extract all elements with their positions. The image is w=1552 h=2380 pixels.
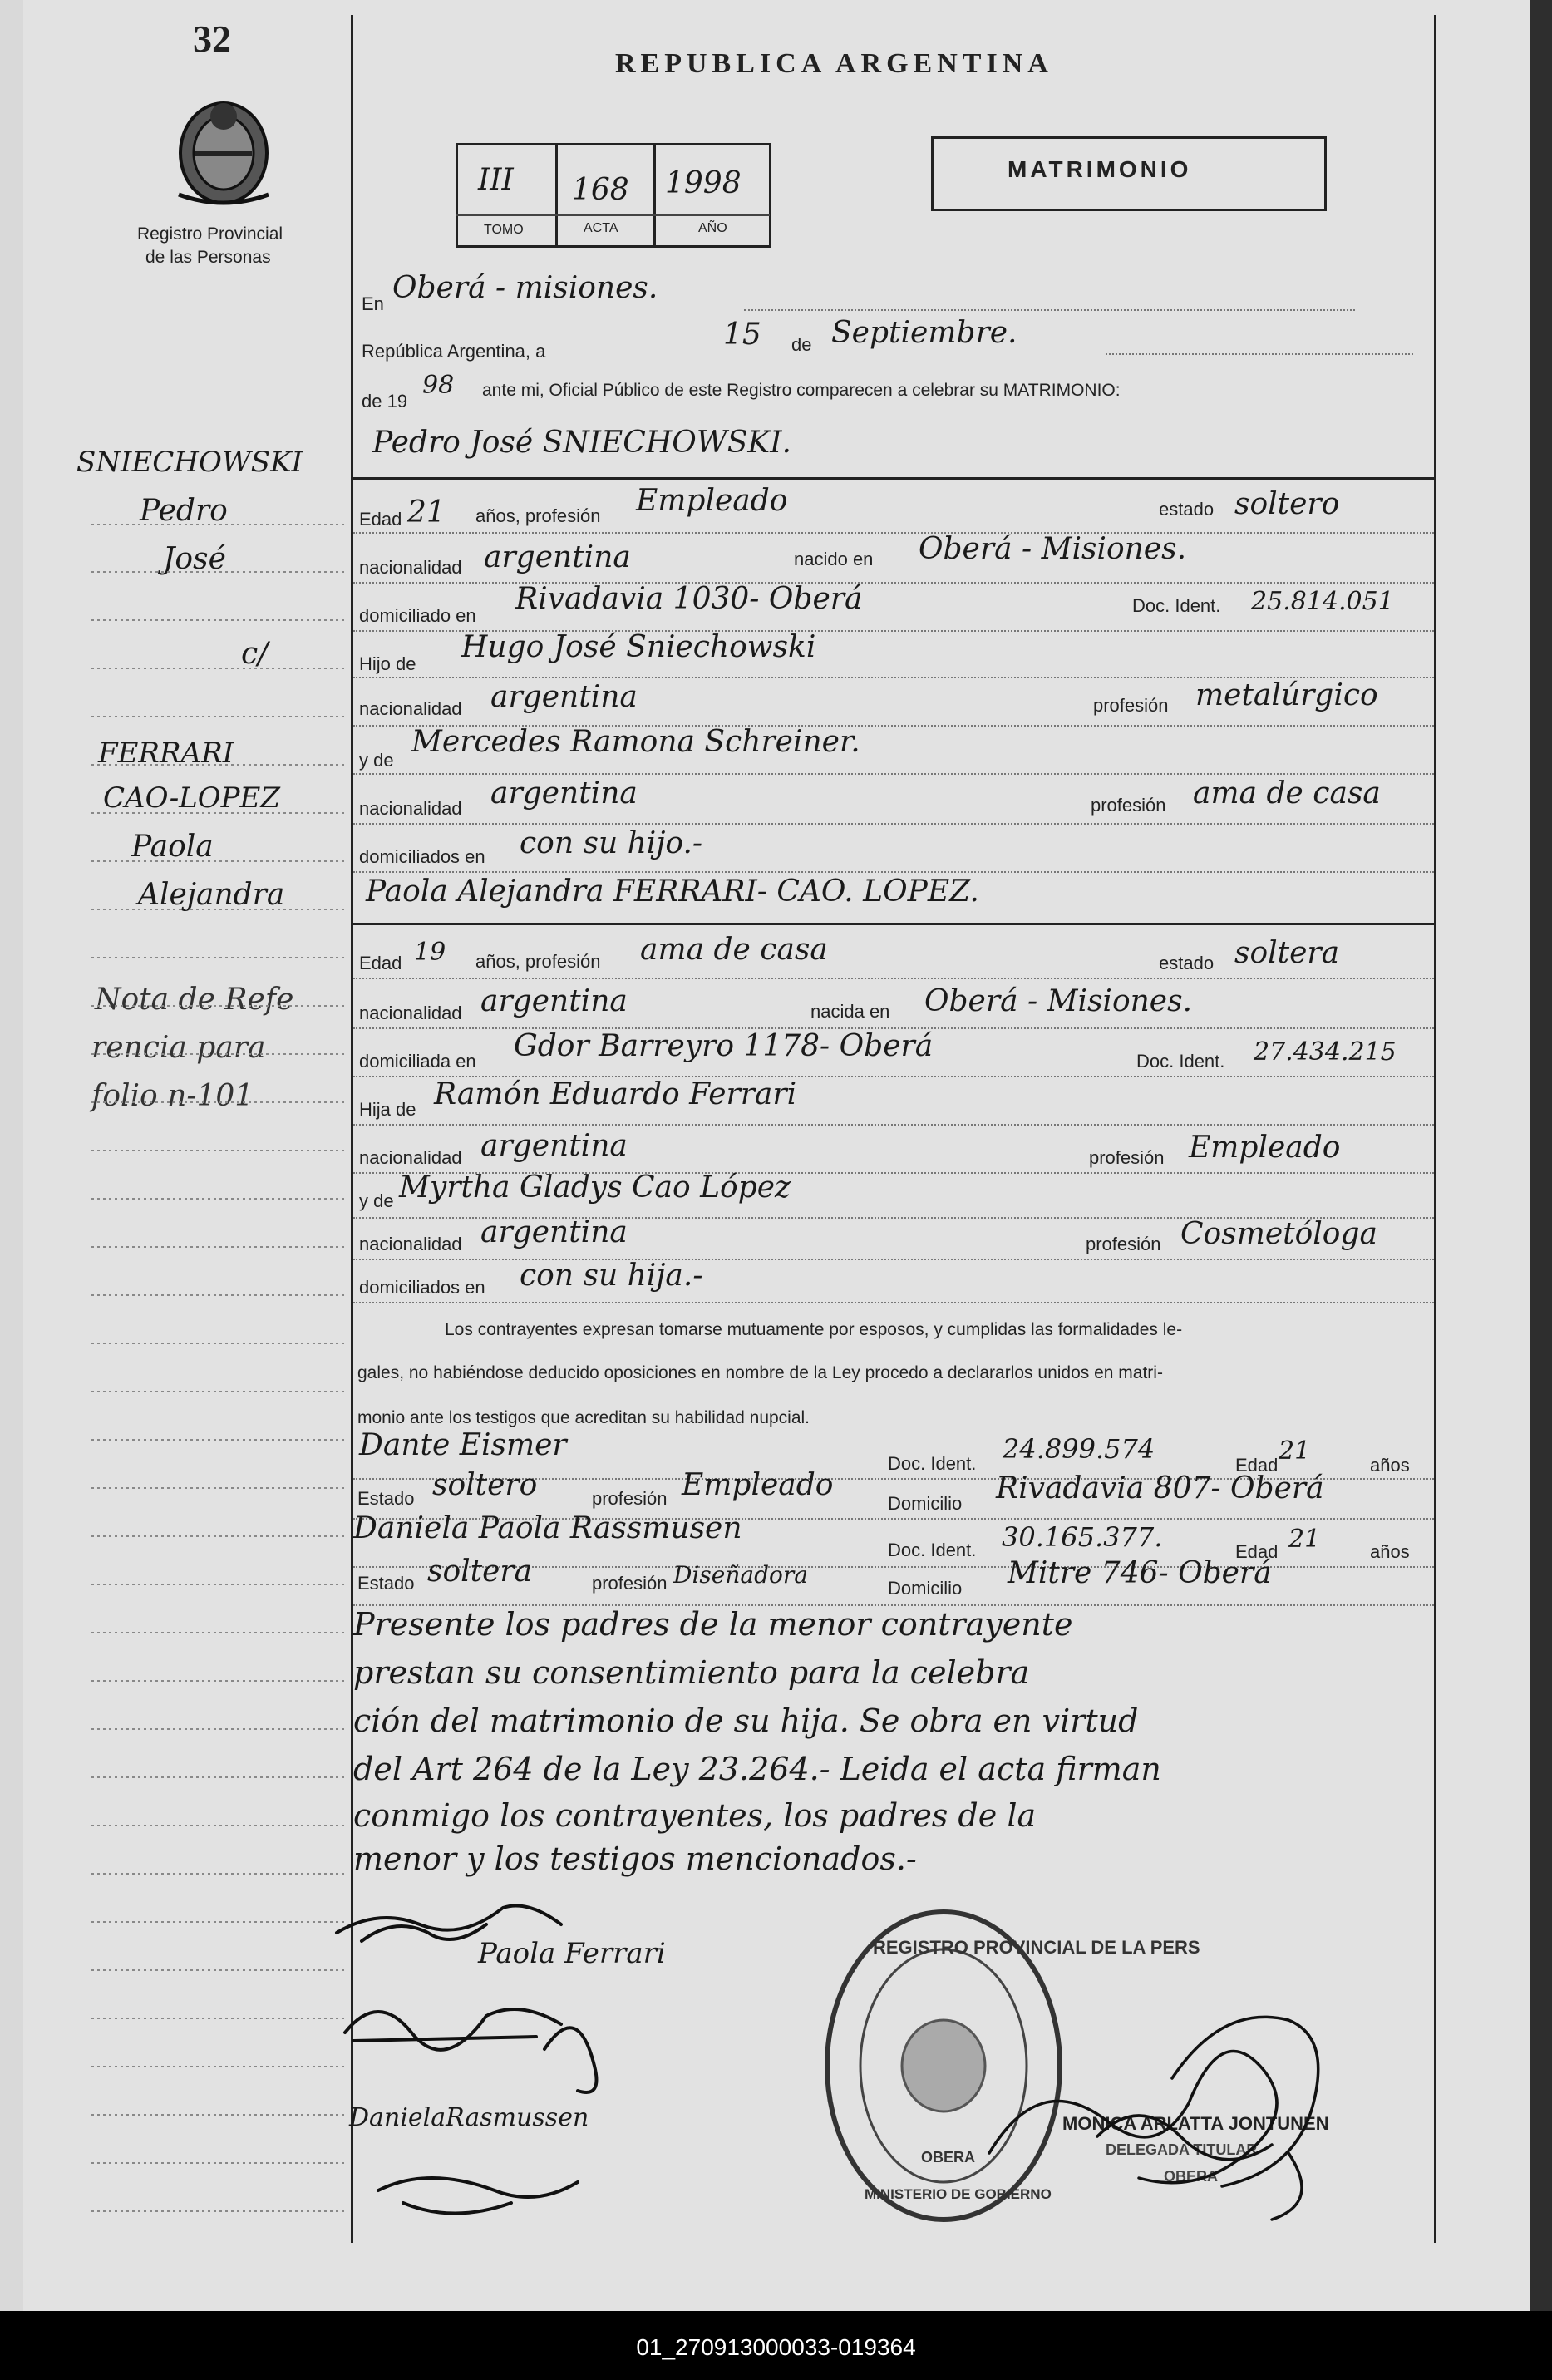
witness1-address: Rivadavia 807- Oberá <box>996 1471 1324 1505</box>
groom-mother-nat-label: nacionalidad <box>359 798 462 819</box>
bride-yde-label: y de <box>359 1190 394 1211</box>
groom-mother: Mercedes Ramona Schreiner. <box>411 725 860 759</box>
bride-nationality: argentina <box>480 984 628 1018</box>
bride-row-line4 <box>353 1124 1434 1126</box>
bride-nat-label: nacionalidad <box>359 1003 462 1023</box>
bride-estado-label: estado <box>1159 953 1215 973</box>
footer-caption: 01_270913000033-019364 <box>636 2334 916 2360</box>
bride-father-nat-label: nacionalidad <box>359 1147 462 1168</box>
groom-full-name: Pedro José SNIECHOWSKI. <box>372 426 791 460</box>
witness1-profesion-label: profesión <box>592 1488 668 1509</box>
registry-line2: de las Personas <box>145 248 271 267</box>
groom-birthplace: Oberá - Misiones. <box>919 532 1187 566</box>
groom-father-prof-label: profesión <box>1093 695 1169 716</box>
signature-4 <box>544 2028 597 2092</box>
stamp-line3: OBERA <box>1164 2168 1219 2185</box>
acta-label: ACTA <box>584 221 618 235</box>
groom-yde-label: y de <box>359 750 394 771</box>
groom-age: 21 <box>407 495 446 530</box>
groom-row-line7 <box>353 823 1434 825</box>
witness1-domicilio-label: Domicilio <box>888 1493 963 1514</box>
witness2-address: Mitre 746- Oberá <box>1008 1556 1272 1590</box>
ano-value: 1998 <box>665 166 742 200</box>
groom-nationality: argentina <box>484 540 631 574</box>
year-suffix: 98 <box>422 371 455 400</box>
margin-note3: folio n-101 <box>91 1079 254 1113</box>
witness1-estado-label: Estado <box>357 1488 415 1509</box>
margin-note1: Nota de Refe <box>95 983 294 1017</box>
witness2-doc: 30.165.377. <box>1002 1521 1163 1553</box>
witness2-domicilio-label: Domicilio <box>888 1578 963 1599</box>
groom-doc-label: Doc. Ident. <box>1132 595 1221 616</box>
groom-domiciliados-label: domiciliados en <box>359 846 485 867</box>
note-line3: ción del matrimonio de su hija. Se obra en virtud <box>353 1702 1139 1739</box>
tomo-value: III <box>478 163 514 197</box>
witness2-anos-label: años <box>1370 1541 1410 1562</box>
note-line6: menor y los testigos mencionados.- <box>353 1840 917 1877</box>
groom-estado: soltero <box>1234 487 1340 521</box>
signature-3 <box>345 2009 561 2050</box>
witness1-estado: soltero <box>432 1468 538 1502</box>
bride-mother-nat: argentina <box>480 1215 628 1249</box>
seal-bottom-text: MINISTERIO DE GOBIERNO <box>865 2186 1052 2202</box>
right-border <box>1434 15 1436 2243</box>
witness2-profession: Diseñadora <box>673 1561 808 1589</box>
margin-given2a: Paola <box>131 830 214 864</box>
record-box-divider2 <box>653 143 656 246</box>
bride-edad-label: Edad <box>359 953 402 973</box>
signature-1 <box>337 1906 561 1934</box>
signature-2: Paola Ferrari <box>478 1937 666 1970</box>
groom-row-line1 <box>353 532 1434 534</box>
note-line4: del Art 264 de la Ley 23.264.- Leida el acta firman <box>353 1751 1161 1787</box>
witness2-estado: soltera <box>427 1555 533 1589</box>
paragraph-line1: Los contrayentes expresan tomarse mutuamente por esposos, y cumplidas las formalidades le- <box>445 1320 1183 1339</box>
ano-label: AÑO <box>698 221 727 235</box>
official-signature <box>973 1970 1355 2228</box>
note-line2: prestan su consentimiento para la celebra <box>353 1654 1030 1691</box>
bride-address: Gdor Barreyro 1178- Oberá <box>514 1029 934 1063</box>
witness2-doc-label: Doc. Ident. <box>888 1540 977 1560</box>
groom-domicilio-label: domiciliado en <box>359 605 476 626</box>
bride-domiciliados-label: domiciliados en <box>359 1277 485 1298</box>
bride-doc: 27.434.215 <box>1254 1037 1397 1067</box>
groom-mother-nat: argentina <box>490 776 638 811</box>
bride-father-prof-label: profesión <box>1089 1147 1165 1168</box>
bride-father-nat: argentina <box>480 1129 628 1163</box>
signature-5: DanielaRasmussen <box>349 2103 589 2132</box>
stamp-line1: MONICA ARLATTA JONTUNEN <box>1062 2113 1329 2134</box>
bride-anos-profesion: años, profesión <box>475 951 601 972</box>
note-line1: Presente los padres de la menor contrayente <box>353 1606 1073 1643</box>
groom-doc: 25.814.051 <box>1251 587 1394 616</box>
witness1-age: 21 <box>1279 1436 1311 1466</box>
margin-surname1: SNIECHOWSKI <box>76 446 303 479</box>
groom-profession: Empleado <box>636 484 788 518</box>
bride-doc-label: Doc. Ident. <box>1136 1051 1225 1072</box>
groom-nat-label: nacionalidad <box>359 557 462 578</box>
witness1-doc: 24.899.574 <box>1003 1433 1155 1465</box>
paragraph-line3: monio ante los testigos que acreditan su habilidad nupcial. <box>357 1408 810 1427</box>
groom-father: Hugo José Sniechowski <box>461 630 816 664</box>
en-label: En <box>362 293 384 314</box>
margin-conj: c/ <box>241 637 269 671</box>
signature-6 <box>378 2178 578 2197</box>
signatures-area <box>328 1875 727 2240</box>
year-label: de 19 <box>362 391 408 411</box>
bride-parents-address: con su hija.- <box>520 1259 703 1293</box>
month: Septiembre. <box>831 316 1017 350</box>
intro-line1 <box>744 309 1355 311</box>
seal-top-text: REGISTRO PROVINCIAL DE LA PERS <box>873 1937 1200 1958</box>
margin-ruled-lines <box>91 524 345 2220</box>
seal-city: OBERA <box>921 2149 976 2166</box>
bride-estado: soltera <box>1234 936 1340 970</box>
groom-father-nat-label: nacionalidad <box>359 698 462 719</box>
groom-row-line6 <box>353 773 1434 775</box>
republica-label: República Argentina, a <box>362 341 546 362</box>
groom-mother-prof-label: profesión <box>1091 795 1166 816</box>
groom-edad-label: Edad <box>359 509 402 530</box>
witness1-anos-label: años <box>1370 1455 1410 1476</box>
paragraph-line2: gales, no habiéndose deducido oposiciones en nombre de la Ley procedo a declararlos unidos en matri- <box>357 1363 1163 1382</box>
groom-father-nat: argentina <box>490 680 638 714</box>
witness1-name: Dante Eismer <box>359 1428 567 1462</box>
groom-row-line8 <box>353 871 1434 873</box>
intro-line2 <box>1106 353 1413 355</box>
country-title: REPUBLICA ARGENTINA <box>615 48 1053 79</box>
groom-address: Rivadavia 1030- Oberá <box>515 582 863 616</box>
margin-surname2a: FERRARI <box>98 737 234 770</box>
bride-mother-prof-label: profesión <box>1086 1234 1161 1254</box>
bride-nacido-label: nacida en <box>810 1001 890 1022</box>
bride-domicilio-label: domiciliada en <box>359 1051 476 1072</box>
margin-given1b: José <box>163 542 226 576</box>
bride-full-name: Paola Alejandra FERRARI- CAO. LOPEZ. <box>366 875 979 909</box>
groom-hijo-label: Hijo de <box>359 653 416 674</box>
bride-mother-prof: Cosmetóloga <box>1180 1217 1377 1251</box>
margin-note2: rencia para <box>91 1031 266 1065</box>
groom-anos-profesion: años, profesión <box>475 505 601 526</box>
groom-nacido-label: nacido en <box>794 549 874 569</box>
statement: ante mi, Oficial Público de este Registro comparecen a celebrar su MATRIMONIO: <box>482 381 1121 400</box>
bride-mother: Myrtha Gladys Cao López <box>399 1170 791 1205</box>
witness1-edad-label: Edad <box>1235 1455 1279 1476</box>
de-label: de <box>791 334 812 355</box>
groom-estado-label: estado <box>1159 499 1215 520</box>
margin-given2b: Alejandra <box>138 878 285 912</box>
groom-parents-address: con su hijo.- <box>520 826 703 860</box>
page-number: 32 <box>193 17 231 60</box>
groom-mother-prof: ama de casa <box>1193 776 1381 811</box>
bride-father-prof: Empleado <box>1189 1131 1341 1165</box>
bride-row-line7 <box>353 1259 1434 1260</box>
registry-line1: Registro Provincial <box>137 224 283 244</box>
witness1-doc-label: Doc. Ident. <box>888 1453 977 1474</box>
place: Oberá - misiones. <box>392 271 658 305</box>
margin-given1a: Pedro <box>140 494 228 528</box>
margin-surname2b: CAO-LOPEZ <box>103 781 280 815</box>
witness2-estado-label: Estado <box>357 1573 415 1594</box>
coat-of-arms-emblem <box>170 86 277 209</box>
bride-row-line8 <box>353 1302 1434 1303</box>
witness1-profession: Empleado <box>682 1468 834 1502</box>
bride-row-line1 <box>353 978 1434 979</box>
bride-hijo-label: Hija de <box>359 1099 416 1120</box>
act-type: MATRIMONIO <box>1008 156 1192 182</box>
groom-father-prof: metalúrgico <box>1195 678 1378 712</box>
bride-top-rule <box>353 923 1434 925</box>
bride-mother-nat-label: nacionalidad <box>359 1234 462 1254</box>
tomo-label: TOMO <box>484 223 524 237</box>
note-line5: conmigo los contrayentes, los padres de la <box>353 1797 1037 1834</box>
bride-age: 19 <box>414 938 446 967</box>
acta-value: 168 <box>572 173 629 207</box>
bride-profession: ama de casa <box>640 933 828 967</box>
bride-birthplace: Oberá - Misiones. <box>924 984 1193 1018</box>
witness2-profesion-label: profesión <box>592 1573 668 1594</box>
day: 15 <box>723 318 761 352</box>
bride-father: Ramón Eduardo Ferrari <box>434 1077 797 1111</box>
witness2-name: Daniela Paola Rassmusen <box>353 1511 742 1545</box>
witness2-age: 21 <box>1288 1525 1321 1554</box>
groom-top-rule <box>353 477 1434 480</box>
witness2-edad-label: Edad <box>1235 1541 1279 1562</box>
record-box-rule <box>456 214 770 216</box>
stamp-line2: DELEGADA TITULAR <box>1106 2141 1258 2158</box>
record-box-divider1 <box>555 143 558 246</box>
page-edge <box>1530 0 1552 2311</box>
